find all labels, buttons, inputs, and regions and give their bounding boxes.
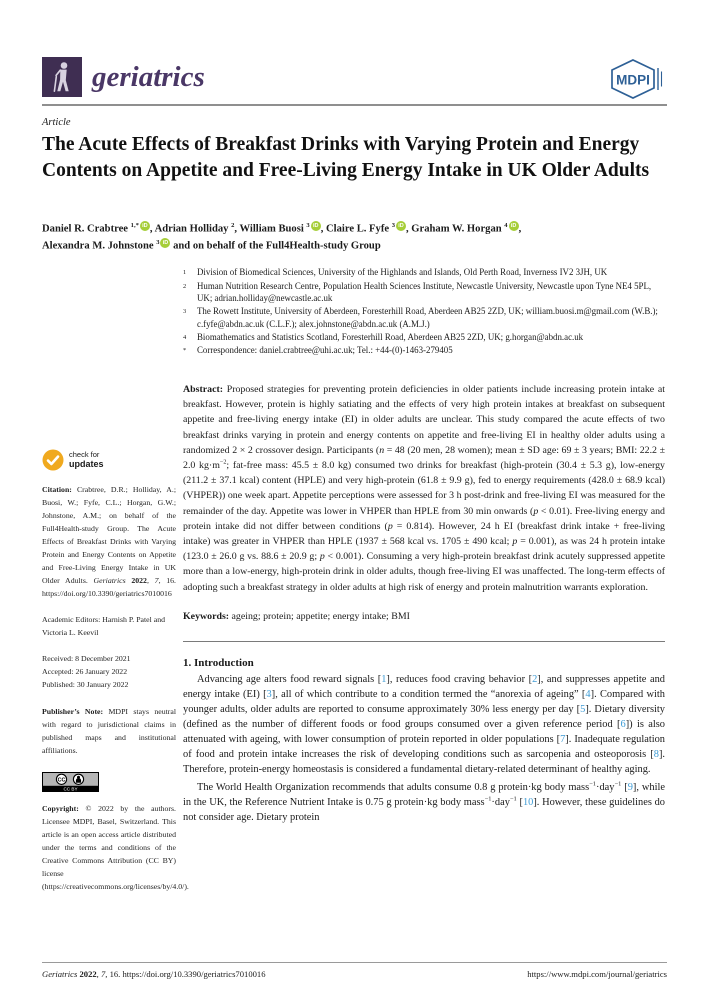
page-footer (42, 969, 667, 979)
header-divider (42, 104, 667, 106)
affiliation-item: 3 The Rowett Institute, University of Aberdeen, Foresterhill Road, Aberdeen AB25 2ZD, UK; william.buosi.m@gmail.com (W.B.); c.fyfe@abdn.ac.uk (C.L.F.); alex.johnstone@abdn.ac.uk (A.M.J.) (183, 306, 658, 329)
orcid-icon[interactable]: iD (311, 221, 321, 231)
affiliation-item: 2 Human Nutrition Research Centre, Population Health Sciences Institute, Newcastle University, Newcastle upon Tyne NE4 5PL, UK; adrian.holliday@newcastle.ac.uk (183, 280, 652, 304)
check-for-updates-badge[interactable] (42, 449, 176, 471)
reference-link[interactable]: 10 (522, 796, 534, 808)
reference-link[interactable]: 5 (580, 703, 586, 715)
reference-link[interactable]: 1 (381, 673, 387, 685)
orcid-icon[interactable]: iD (140, 221, 150, 231)
check-circle-icon (42, 449, 64, 471)
article-type-label: Article (42, 117, 71, 128)
article-dates (42, 652, 176, 691)
received-date: Received: 8 December 2021 (42, 654, 131, 663)
orcid-icon[interactable]: iD (396, 221, 406, 231)
publisher-note: Publisher’s Note: MDPI stays neutral with regard to jurisdictional claims in published maps and institutional affiliations. (42, 707, 177, 755)
correspondence-item: * Correspondence: daniel.crabtree@uhi.ac.uk; Tel.: +44-(0)-1463-279405 (183, 345, 453, 356)
authors-line: Daniel R. Crabtree $^{1,*}$ iD , Adrian Holliday $^2$, William Buosi $^3$ iD , Claire L. Fyfe $^3$ iD , Graham W. Horgan $^4$ iD , Alexandra M. Johnstone $^3$ iD and on behalf of the Full4Health-study Group (42, 222, 522, 252)
reference-link[interactable]: 6 (620, 718, 626, 730)
sidebar (42, 449, 189, 893)
paper-title: The Acute Effects of Breakfast Drinks with Varying Protein and Energy Contents on Appetite and Free-Living Energy Intake in UK Older Adults (42, 134, 650, 181)
updates-badge-line2: updates (69, 458, 104, 469)
accepted-date: Accepted: 26 January 2022 (42, 667, 128, 676)
academic-editors: Academic Editors: Harnish P. Patel and Victoria L. Keevil (42, 615, 165, 637)
svg-text:CC: CC (57, 777, 66, 784)
mdpi-hexagon-icon (605, 58, 667, 100)
mdpi-wordmark: MDPI (616, 72, 650, 88)
abstract: Abstract: Proposed strategies for preventing protein deficiencies in older patients include increasing protein intake at breakfast. However, protein is highly satiating and the effects of very high protein intakes at breakfast on subsequent appetite and free-living energy intake (EI) in older adults are unclear. This study compared the acute effects of two breakfast drinks varying in protein and energy contents on appetite and free-living EI in healthy older adults using a randomized 2 × 2 crossover design. Participants (n = 48 (20 men, 28 women); mean ± SD age: 69 ± 3 years; BMI: 22.2 ± 2.0 $kg\cdot m^{-2}$; fat-free mass: 45.5 ± 8.0 kg) consumed two drinks for breakfast (high-protein (30.4 ± 5.3 g), low-energy (211.2 ± 37.1 kcal) content (HPLE) and very high-protein (61.8 ± 9.9 g), fed to energy requirements (428.0 ± 68.9 kcal) (VHPER)) one week apart. Appetite perceptions were assessed for 3 h post-drink and free-living EI was measured for the remainder of the day. Appetite was lower in VHPER than HPLE from 30 min onwards (p < 0.01). Free-living energy and protein intake did not differ between conditions (p = 0.814). However, 24 h EI (breakfast drink intake + free-living intake) was greater in VHPER than HPLE (1937 ± 568 kcal vs. 1705 ± 490 kcal; p = 0.001), as was 24 h protein intake (123.0 ± 26.0 g vs. 88.6 ± 20.9 g; p < 0.001). Consuming a very high-protein breakfast drink acutely suppressed appetite more than a low-energy, high-protein drink in older adults, though free-living EI was unaffected. The long-term effects of adopting such a breakfast strategy in older adults at high risk of energy and protein malnutrition warrants exploration. (183, 383, 665, 593)
journal-name: geriatrics (92, 61, 205, 93)
keywords: Keywords: ageing; protein; appetite; energy intake; BMI (183, 610, 410, 622)
cc-by-license-icon (42, 772, 99, 792)
reference-link[interactable]: 7 (560, 733, 566, 745)
footer-journal-url[interactable]: https://www.mdpi.com/journal/geriatrics (527, 969, 667, 979)
footer-divider (42, 962, 667, 963)
reference-link[interactable]: 4 (585, 688, 591, 700)
cc-by-license-badge[interactable] (42, 772, 176, 796)
main-column (183, 266, 665, 825)
orcid-icon[interactable]: iD (160, 238, 170, 248)
citation-block: Citation: Crabtree, D.R.; Holliday, A.; Buosi, W.; Fyfe, C.L.; Horgan, G.W.; Johnstone, A.M.; on behalf of the Full4Health-study Group. The Acute Effects of Breakfast Drinks with Varying Protein and Energy Contents on Appetite and Free-Living Energy Intake in UK Older Adults. Geriatrics 2022, 7, 16. https://doi.org/10.3390/geriatrics7010016 (42, 485, 176, 598)
affiliation-item: 1 Division of Biomedical Sciences, University of the Highlands and Islands, Old Perth Road, Inverness IV2 3JH, UK (183, 267, 608, 277)
reference-link[interactable]: 3 (266, 688, 272, 700)
affiliations (183, 266, 665, 358)
keywords-divider (183, 641, 665, 642)
cc-by-label: CC BY (63, 786, 78, 792)
reference-link[interactable]: 2 (532, 673, 538, 685)
published-date: Published: 30 January 2022 (42, 680, 129, 689)
mdpi-logo[interactable] (605, 58, 667, 100)
updates-badge-line1: check for (69, 450, 100, 459)
section-heading-introduction: 1. Introduction (183, 656, 254, 669)
journal-logo (42, 57, 82, 97)
orcid-icon[interactable]: iD (509, 221, 519, 231)
reference-link[interactable]: 8 (653, 748, 659, 760)
footer-citation-doi[interactable]: Geriatrics 2022, 7, 16. https://doi.org/10.3390/geriatrics7010016 (42, 969, 266, 979)
reference-link[interactable]: 9 (627, 781, 633, 793)
affiliation-item: 4 Biomathematics and Statistics Scotland, Foresterhill Road, Aberdeen AB25 2ZD, UK; g.horgan@abdn.ac.uk (183, 331, 584, 342)
copyright-note: Copyright: © 2022 by the authors. Licensee MDPI, Basel, Switzerland. This article is an open access article distributed under the terms and conditions of the Creative Commons Attribution (CC BY) license (https://creativecommons.org/licenses/by/4.0/). (42, 804, 189, 891)
person-with-cane-icon (42, 57, 82, 97)
intro-paragraph-2: The World Health Organization recommends that adults consume 0.8 g protein·kg body mass$^{-1}$·day$^{-1}$ [9], while in the UK, the Reference Nutrient Intake is 0.75 g protein·kg body mass$^{-1}$·day$^{-1}$ [10]. However, these guidelines do not consider age. Dietary protein (183, 780, 666, 823)
intro-paragraph-1: Advancing age alters food reward signals [1], reduces food craving behavior [2], and suppresses appetite and energy intake (EI) [3], all of which contribute to a condition termed the “anorexia of ageing” [4]. Compared with younger adults, older adults are reported to consume approximately 30% less energy per day [5]. Dietary diversity (defined as the number of different foods or food groups consumed over a given reference period [6]) is also attenuated with ageing, with lower consumption of protein reported in older populations [7]. Inadequate regulation of food and protein intake increases the risk of developing conditions such as sarcopenia and osteoporosis [8]. Therefore, protein-energy homeostasis is considered a fundamental dietary-related determinant of healthy aging. (183, 673, 666, 775)
